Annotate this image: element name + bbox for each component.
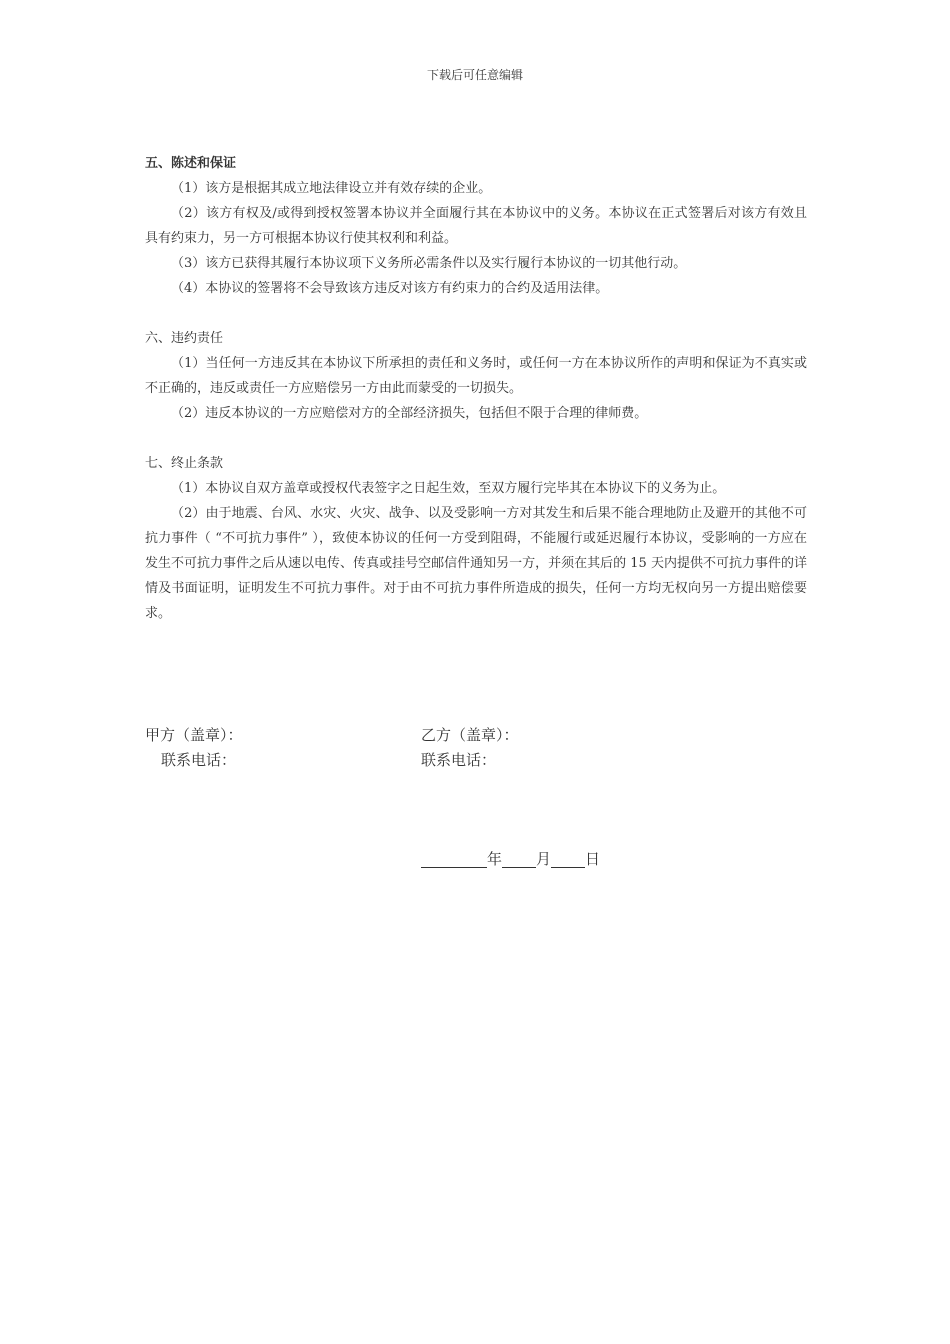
- month-blank[interactable]: [502, 849, 536, 868]
- page-header: 下载后可任意编辑: [426, 68, 523, 82]
- year-label: 年: [487, 850, 503, 868]
- section-title: 五、陈述和保证: [145, 156, 237, 171]
- paragraph: （1）本协议自双方盖章或授权代表签字之日起生效，至双方履行完毕其在本协议下的义务为止。: [171, 481, 726, 496]
- party-b-phone-label: 联系电话：: [421, 751, 497, 769]
- day-blank[interactable]: [551, 849, 585, 868]
- section-title: 六、违约责任: [145, 331, 224, 346]
- paragraph: （1）该方是根据其成立地法律设立并有效存续的企业。: [171, 181, 492, 196]
- party-b-seal-label: 乙方（盖章）：: [421, 726, 519, 744]
- date-line: [421, 848, 600, 870]
- day-label: 日: [585, 850, 601, 868]
- paragraph: （2）该方有权及/或得到授权签署本协议并全面履行其在本协议中的义务。本协议在正式签署后对该方有效且具有约束力，另一方可根据本协议行使其权利和利益。: [145, 206, 807, 246]
- spacer: [145, 301, 807, 326]
- section-title: 七、终止条款: [145, 456, 224, 471]
- spacer: [145, 426, 807, 451]
- paragraph: （2）由于地震、台风、水灾、火灾、战争、以及受影响一方对其发生和后果不能合理地防止及避开的其他不可抗力事件（ “不可抗力事件” ），致使本协议的任何一方受到阻碍，不能履行或延迟履行本协议，受影响的一方应在发生不可抗力事件之后从速以电传、传真或挂号空邮信件通知另一方，并须在其后的 15 天内提供不可抗力事件的详情及书面证明，证明发生不可抗力事件。对于由不可抗力事件所造成的损失，任何一方均无权向另一方提出赔偿要求。: [145, 506, 807, 621]
- paragraph: （3）该方已获得其履行本协议项下义务所必需条件以及实行履行本协议的一切其他行动。: [171, 256, 687, 271]
- month-label: 月: [536, 850, 552, 868]
- paragraph: （4）本协议的签署将不会导致该方违反对该方有约束力的合约及适用法律。: [171, 281, 609, 296]
- party-a-phone-label: 联系电话：: [161, 751, 237, 769]
- document-body: [145, 151, 807, 626]
- party-a-seal-label: 甲方（盖章）：: [145, 726, 243, 744]
- paragraph: （1）当任何一方违反其在本协议下所承担的责任和义务时，或任何一方在本协议所作的声明和保证为不真实或不正确的，违反或责任一方应赔偿另一方由此而蒙受的一切损失。: [145, 356, 807, 396]
- year-blank[interactable]: [421, 849, 487, 868]
- paragraph: （2）违反本协议的一方应赔偿对方的全部经济损失，包括但不限于合理的律师费。: [171, 406, 648, 421]
